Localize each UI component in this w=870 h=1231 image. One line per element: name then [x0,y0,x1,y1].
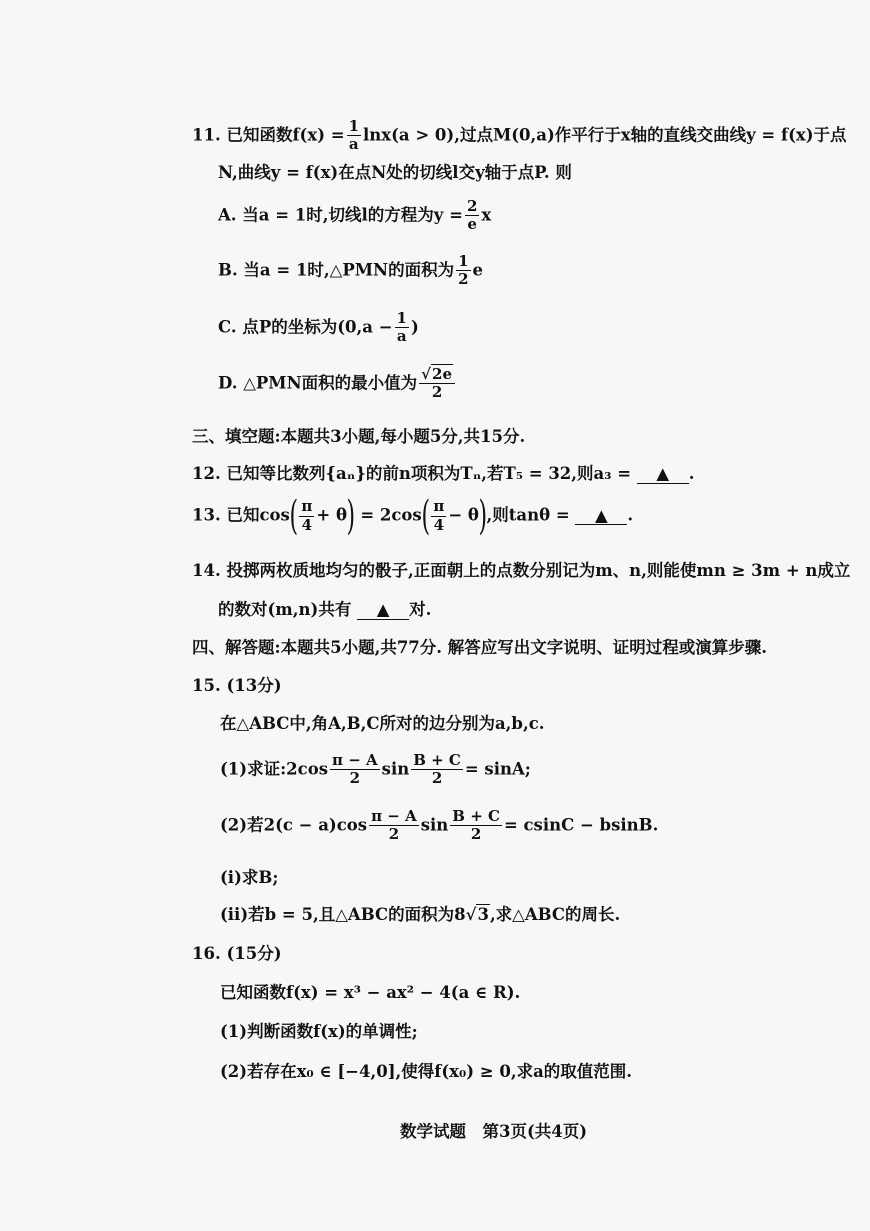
fraction: $\frac{B + C}{2}$ [452,807,500,844]
q11-line2: N,曲线y = f(x)在点N处的切线l交y轴于点P. 则 [218,163,572,182]
q11-option-d: D. △PMN面积的最小值为 $\frac{√2e}{2}$ [218,366,457,402]
fraction: $\frac{√2e}{2}$ [419,366,455,402]
q14-line2: 的数对(m,n)共有 ▲ 对. [218,600,432,619]
q11-option-b: B. 当a = 1时,△PMN的面积为 $\frac{1}{2}$ e [218,252,484,289]
answer-blank: ▲ [637,466,689,484]
q16-part1: (1)判断函数f(x)的单调性; [220,1022,418,1041]
fraction: $\frac{\pi - A}{2}$ [332,751,378,788]
q11-option-a: A. 当a = 1时,切线l的方程为y = $\frac{2}{e}$ x [218,197,492,234]
q15-part2: (2)若2(c − a)cos $\frac{\pi - A}{2}$ sin $\frac{B + C}{2}$ = csinC − bsinB. [220,807,659,844]
q16-heading: 16. (15分) [192,944,282,963]
fraction: $\frac{1}{a}$ [396,309,407,346]
fraction: $\frac{\pi}{4}$ [433,497,445,534]
q16-part2: (2)若存在x₀ ∈ [−4,0],使得f(x₀) ≥ 0,求a的取值范围. [220,1062,633,1081]
fraction: $\frac{\pi}{4}$ [301,497,313,534]
q15-part1: (1)求证:2cos $\frac{\pi - A}{2}$ sin $\frac{B + C}{2}$ = sinA; [220,751,531,788]
q15-part2-i: (ⅰ)求B; [220,868,279,887]
page-footer: 数学试题 第3页(共4页) [400,1122,588,1141]
fraction: $\frac{B + C}{2}$ [413,751,461,788]
section-solution-heading: 四、解答题:本题共5小题,共77分. 解答应写出文字说明、证明过程或演算步骤. [192,638,768,657]
q16-intro: 已知函数f(x) = x³ − ax² − 4(a ∈ R). [220,983,521,1002]
q11-line1: 11. 已知函数f(x) = $\frac{1}{a}$ lnx(a > 0),过点M(0,a)作平行于x轴的直线交曲线y = f(x)于点 [192,117,847,154]
q15-intro: 在△ABC中,角A,B,C所对的边分别为a,b,c. [220,714,545,733]
section-fill-in-heading: 三、填空题:本题共3小题,每小题5分,共15分. [192,427,526,446]
q12: 12. 已知等比数列{aₙ}的前n项积为Tₙ,若T₅ = 32,则a₃ = ▲ . [192,464,695,483]
fraction: $\frac{1}{2}$ [458,252,469,289]
fraction: $\frac{1}{a}$ [348,117,360,154]
q11-option-c: C. 点P的坐标为(0,a − $\frac{1}{a}$ ) [218,309,419,346]
q14-line1: 14. 投掷两枚质地均匀的骰子,正面朝上的点数分别记为m、n,则能使mn ≥ 3m + n成立 [192,561,851,580]
q15-heading: 15. (13分) [192,676,282,695]
answer-blank: ▲ [575,508,627,526]
fraction: $\frac{\pi - A}{2}$ [371,807,417,844]
fraction: $\frac{2}{e}$ [466,197,478,234]
q15-part2-ii: (ⅱ)若b = 5,且△ABC的面积为8√3,求△ABC的周长. [220,905,621,924]
answer-blank: ▲ [357,602,409,620]
q13: 13. 已知cos( $\frac{\pi}{4}$ + θ) = 2cos( $\frac{\pi}{4}$ − θ),则tanθ = ▲ . [192,493,634,539]
